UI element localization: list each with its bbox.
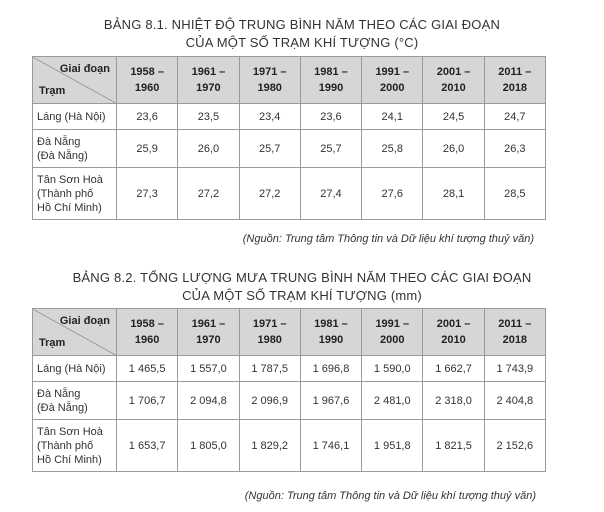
- value-cell: 24,1: [362, 104, 423, 130]
- table-row: [33, 168, 546, 220]
- value-cell: 1 821,5: [423, 420, 484, 472]
- corner-header: [33, 57, 117, 104]
- station-name: Tân Sơn Hoà (Thành phố Hồ Chí Minh): [33, 168, 117, 220]
- period-header: 1991 – 2000: [362, 309, 423, 356]
- station-name: Đà Nẵng (Đà Nẵng): [33, 382, 117, 420]
- period-header: 1958 – 1960: [117, 309, 178, 356]
- period-header: 2001 – 2010: [423, 309, 484, 356]
- value-cell: 1 557,0: [178, 356, 239, 382]
- value-cell: 2 094,8: [178, 382, 239, 420]
- value-cell: 25,8: [362, 130, 423, 168]
- value-cell: 25,7: [300, 130, 361, 168]
- period-header: 1981 – 1990: [300, 309, 361, 356]
- value-cell: 1 590,0: [362, 356, 423, 382]
- value-cell: 1 829,2: [239, 420, 300, 472]
- value-cell: 1 787,5: [239, 356, 300, 382]
- period-header-label: Giai đoạn: [59, 315, 110, 327]
- value-cell: 1 743,9: [484, 356, 545, 382]
- period-header: 2001 – 2010: [423, 57, 484, 104]
- value-cell: 1 951,8: [362, 420, 423, 472]
- value-cell: 1 662,7: [423, 356, 484, 382]
- value-cell: 2 404,8: [484, 382, 545, 420]
- station-name: Láng (Hà Nội): [33, 356, 117, 382]
- value-cell: 25,9: [117, 130, 178, 168]
- value-cell: 23,6: [300, 104, 361, 130]
- value-cell: 23,4: [239, 104, 300, 130]
- table2-title-line2: CỦA MỘT SỐ TRẠM KHÍ TƯỢNG (mm): [182, 288, 422, 303]
- value-cell: 1 967,6: [300, 382, 361, 420]
- value-cell: 25,7: [239, 130, 300, 168]
- header-row: [33, 309, 546, 356]
- value-cell: 1 465,5: [117, 356, 178, 382]
- station-header-label: Trạm: [39, 85, 66, 97]
- value-cell: 2 152,6: [484, 420, 545, 472]
- table2-source: (Nguồn: Trung tâm Thông tin và Dữ liệu khí tượng thuỷ văn): [244, 490, 536, 502]
- period-header: 2011 – 2018: [484, 309, 545, 356]
- table-row: [33, 356, 546, 382]
- station-name: Đà Nẵng (Đà Nẵng): [33, 130, 117, 168]
- table1-title-line2: CỦA MỘT SỐ TRẠM KHÍ TƯỢNG (°C): [185, 35, 419, 50]
- value-cell: 28,5: [484, 168, 545, 220]
- table2-title-line1: BẢNG 8.2. TỔNG LƯỢNG MƯA TRUNG BÌNH NĂM THEO CÁC GIAI ĐOẠN: [72, 270, 532, 285]
- period-header-label: Giai đoạn: [59, 63, 110, 75]
- period-header: 1958 – 1960: [117, 57, 178, 104]
- value-cell: 23,6: [117, 104, 178, 130]
- value-cell: 28,1: [423, 168, 484, 220]
- value-cell: 27,3: [117, 168, 178, 220]
- table1-source: (Nguồn: Trung tâm Thông tin và Dữ liệu khí tượng thuỷ văn): [242, 233, 534, 245]
- value-cell: 2 481,0: [362, 382, 423, 420]
- period-header: 1961 – 1970: [178, 309, 239, 356]
- station-name: Tân Sơn Hoà (Thành phố Hồ Chí Minh): [33, 420, 117, 472]
- temperature-table: [32, 56, 546, 220]
- header-row: [33, 57, 546, 104]
- value-cell: 2 096,9: [239, 382, 300, 420]
- value-cell: 27,2: [239, 168, 300, 220]
- table-row: [33, 420, 546, 472]
- value-cell: 27,4: [300, 168, 361, 220]
- value-cell: 2 318,0: [423, 382, 484, 420]
- period-header: 2011 – 2018: [484, 57, 545, 104]
- value-cell: 1 805,0: [178, 420, 239, 472]
- value-cell: 26,3: [484, 130, 545, 168]
- table-row: [33, 104, 546, 130]
- value-cell: 1 706,7: [117, 382, 178, 420]
- period-header: 1991 – 2000: [362, 57, 423, 104]
- value-cell: 26,0: [178, 130, 239, 168]
- value-cell: 1 696,8: [300, 356, 361, 382]
- station-name: Láng (Hà Nội): [33, 104, 117, 130]
- period-header: 1971 – 1980: [239, 57, 300, 104]
- station-header-label: Trạm: [39, 337, 66, 349]
- value-cell: 1 746,1: [300, 420, 361, 472]
- value-cell: 24,7: [484, 104, 545, 130]
- corner-header: [33, 309, 117, 356]
- period-header: 1961 – 1970: [178, 57, 239, 104]
- value-cell: 27,6: [362, 168, 423, 220]
- value-cell: 27,2: [178, 168, 239, 220]
- value-cell: 23,5: [178, 104, 239, 130]
- period-header: 1971 – 1980: [239, 309, 300, 356]
- period-header: 1981 – 1990: [300, 57, 361, 104]
- rainfall-table: [32, 308, 546, 472]
- table-row: [33, 130, 546, 168]
- table-row: [33, 382, 546, 420]
- value-cell: 26,0: [423, 130, 484, 168]
- value-cell: 1 653,7: [117, 420, 178, 472]
- value-cell: 24,5: [423, 104, 484, 130]
- table1-title-line1: BẢNG 8.1. NHIỆT ĐỘ TRUNG BÌNH NĂM THEO CÁC GIAI ĐOẠN: [103, 17, 501, 32]
